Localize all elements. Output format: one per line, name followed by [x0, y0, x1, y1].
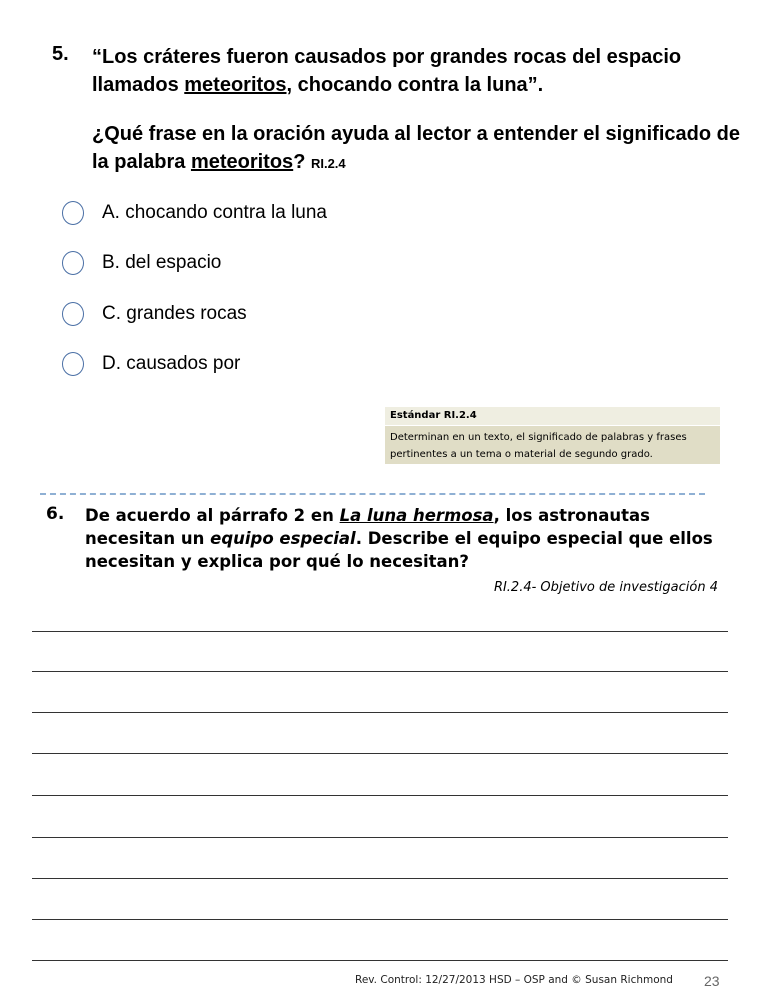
- answer-line[interactable]: [32, 671, 728, 672]
- question-5-prompt: ¿Qué frase en la oración ayuda al lector a entender el significado de la palabra meteoritos? RI.2.4: [92, 123, 740, 173]
- standard-tag: RI.2.4: [310, 156, 346, 171]
- answer-line[interactable]: [32, 795, 728, 796]
- footer-revision: Rev. Control: 12/27/2013 HSD – OSP and © Susan Richmond: [355, 974, 673, 986]
- answer-line[interactable]: [32, 712, 728, 713]
- section-divider: [40, 493, 705, 495]
- answer-option-c[interactable]: C. grandes rocas: [62, 299, 84, 329]
- answer-line[interactable]: [32, 919, 728, 920]
- standard-box: [385, 407, 720, 464]
- standard-box-body: Determinan en un texto, el significado de palabras y frases pertinentes a un tema o material de segundo grado.: [385, 426, 720, 464]
- underlined-word: meteoritos: [184, 74, 287, 96]
- standard-box-title: Estándar RI.2.4: [385, 407, 720, 426]
- answer-option-d[interactable]: D. causados por: [62, 349, 84, 379]
- answer-option-a[interactable]: A. chocando contra la luna: [62, 198, 84, 228]
- radio-bubble-icon[interactable]: [62, 352, 84, 376]
- page-number: 23: [704, 973, 720, 989]
- question-5-number: 5.: [52, 43, 69, 65]
- radio-bubble-icon[interactable]: [62, 201, 84, 225]
- answer-option-b[interactable]: B. del espacio: [62, 248, 84, 278]
- question-6-prompt: De acuerdo al párrafo 2 en La luna hermosa, los astronautas necesitan un equipo especial. Describe el equipo especial que ellos necesitan y explica por qué lo necesitan?: [85, 506, 713, 571]
- question-6-number: 6.: [46, 504, 65, 524]
- radio-bubble-icon[interactable]: [62, 251, 84, 275]
- answer-line[interactable]: [32, 837, 728, 838]
- radio-bubble-icon[interactable]: [62, 302, 84, 326]
- question-6-objective: RI.2.4- Objetivo de investigación 4: [493, 580, 718, 595]
- answer-line[interactable]: [32, 878, 728, 879]
- key-term: equipo especial: [210, 529, 356, 548]
- story-title: La luna hermosa: [339, 506, 494, 525]
- answer-line[interactable]: [32, 960, 728, 961]
- answer-line[interactable]: [32, 631, 728, 632]
- underlined-word: meteoritos: [190, 151, 294, 173]
- question-5-quote: “Los cráteres fueron causados por grandes rocas del espacio llamados meteoritos, chocando contra la luna”.: [92, 46, 682, 96]
- answer-line[interactable]: [32, 753, 728, 754]
